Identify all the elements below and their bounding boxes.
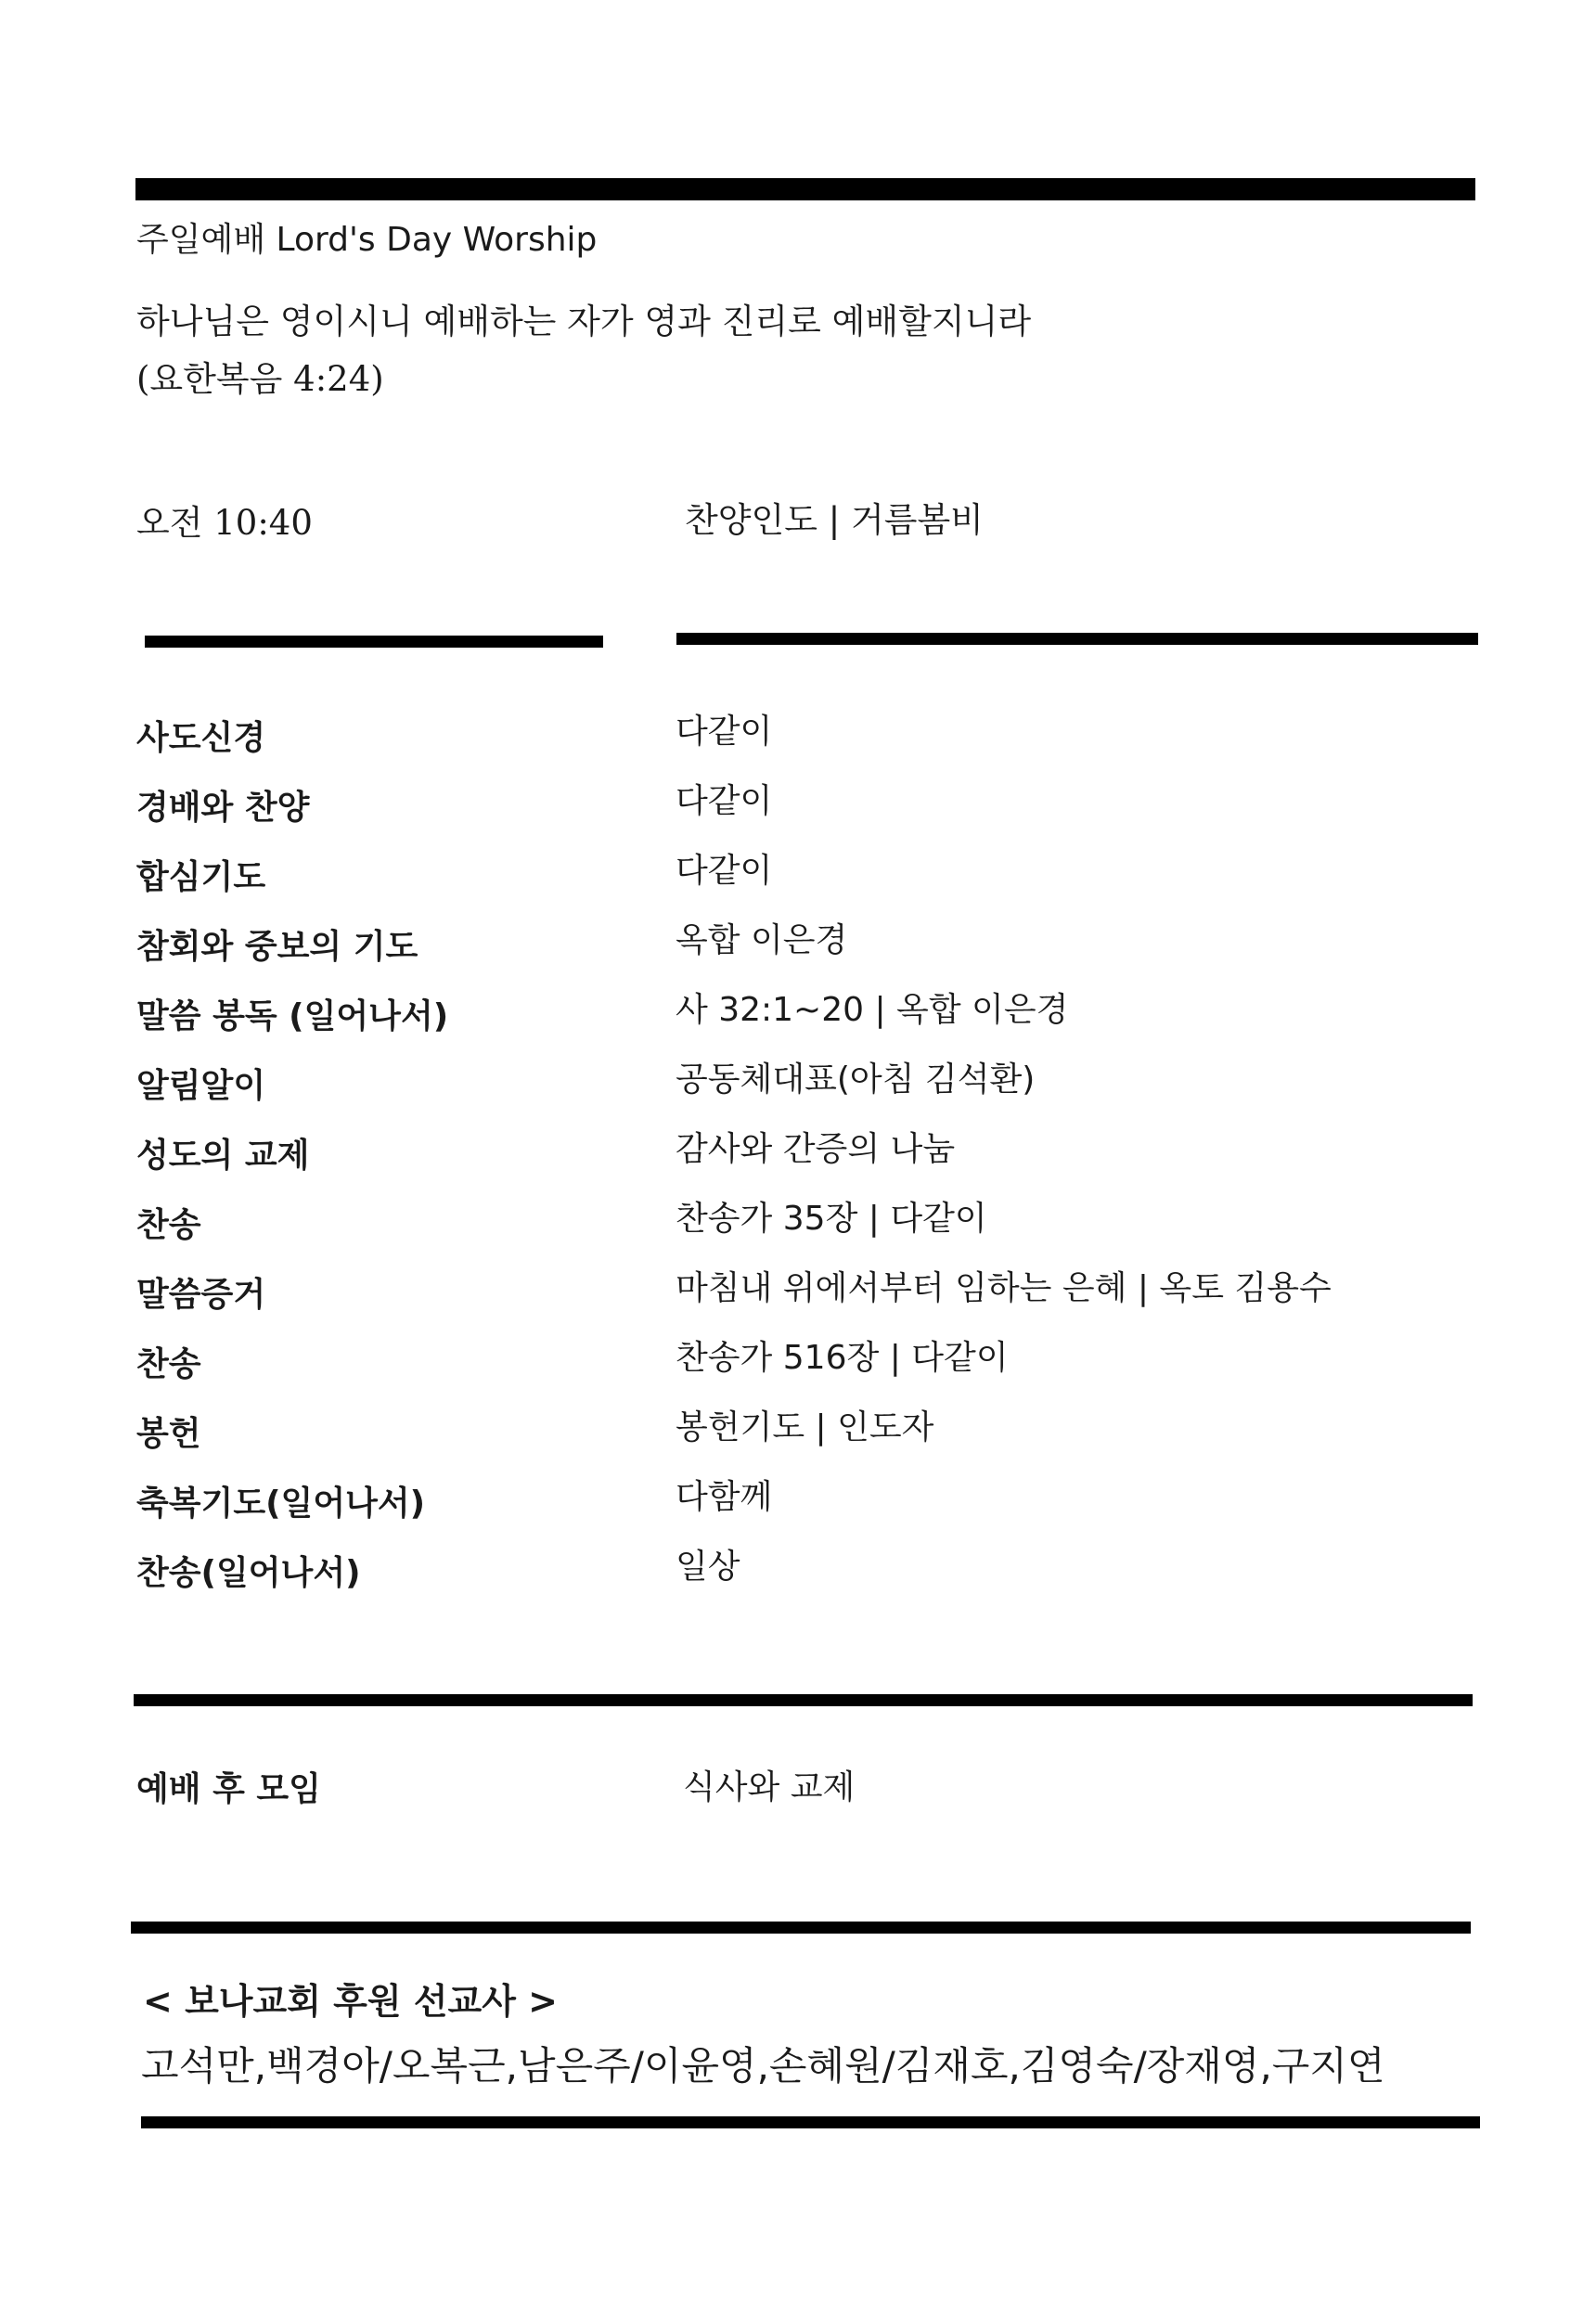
order-value: 찬송가 35장 | 다같이: [676, 1200, 987, 1238]
order-value: 찬송가 516장 | 다같이: [676, 1339, 1009, 1377]
order-label: 찬송: [136, 1345, 201, 1383]
scripture-reference: (요한복음 4:24): [136, 359, 384, 399]
order-label: 경배와 찬양: [136, 789, 310, 827]
bottom-rule: [141, 2116, 1480, 2128]
order-value: 봉헌기도 | 인도자: [676, 1408, 934, 1446]
scripture-verse: 하나님은 영이시니 예배하는 자가 영과 진리로 예배할지니라: [136, 302, 1032, 341]
order-label: 성도의 교제: [136, 1137, 310, 1175]
order-label: 사도신경: [136, 719, 266, 757]
worship-leader: 찬양인도 | 거름봄비: [685, 500, 984, 540]
order-value: 옥합 이은경: [676, 921, 848, 959]
order-value: 다같이: [676, 713, 773, 751]
page-title: 주일예배 Lord's Day Worship: [136, 221, 598, 259]
top-rule: [135, 178, 1475, 200]
after-service-label: 예배 후 모임: [136, 1770, 321, 1808]
order-value: 다같이: [676, 852, 773, 890]
order-label: 축복기도(일어나서): [136, 1485, 426, 1523]
order-value: 사 32:1~20 | 옥합 이은경: [676, 991, 1069, 1029]
order-label: 말씀 봉독 (일어나서): [136, 997, 449, 1035]
order-label: 참회와 중보의 기도: [136, 928, 418, 966]
divider-rule: [134, 1694, 1473, 1706]
order-value: 감사와 간증의 나눔: [676, 1130, 956, 1168]
order-label: 말씀증거: [136, 1276, 266, 1314]
order-label: 알림알이: [136, 1067, 266, 1105]
order-label: 찬송: [136, 1206, 201, 1244]
order-value: 마침내 위에서부터 임하는 은혜 | 옥토 김용수: [676, 1269, 1332, 1307]
after-service-value: 식사와 교제: [683, 1768, 856, 1806]
order-value: 다같이: [676, 782, 773, 820]
section-rule-left: [145, 636, 603, 648]
service-time: 오전 10:40: [136, 503, 313, 543]
order-label: 찬송(일어나서): [136, 1554, 361, 1592]
missionaries-list: 고석만,백경아/오복근,남은주/이윤영,손혜원/김재호,김영숙/장재영,구지연: [141, 2043, 1385, 2089]
divider-rule: [131, 1922, 1471, 1934]
order-label: 합심기도: [136, 858, 266, 896]
order-label: 봉헌: [136, 1415, 201, 1453]
order-value: 공동체대표(아침 김석환): [676, 1061, 1036, 1099]
order-value: 다함께: [676, 1478, 773, 1516]
missionaries-heading: < 보나교회 후원 선교사 >: [143, 1981, 558, 2022]
section-rule-right: [676, 633, 1478, 645]
order-value: 일상: [676, 1548, 740, 1586]
